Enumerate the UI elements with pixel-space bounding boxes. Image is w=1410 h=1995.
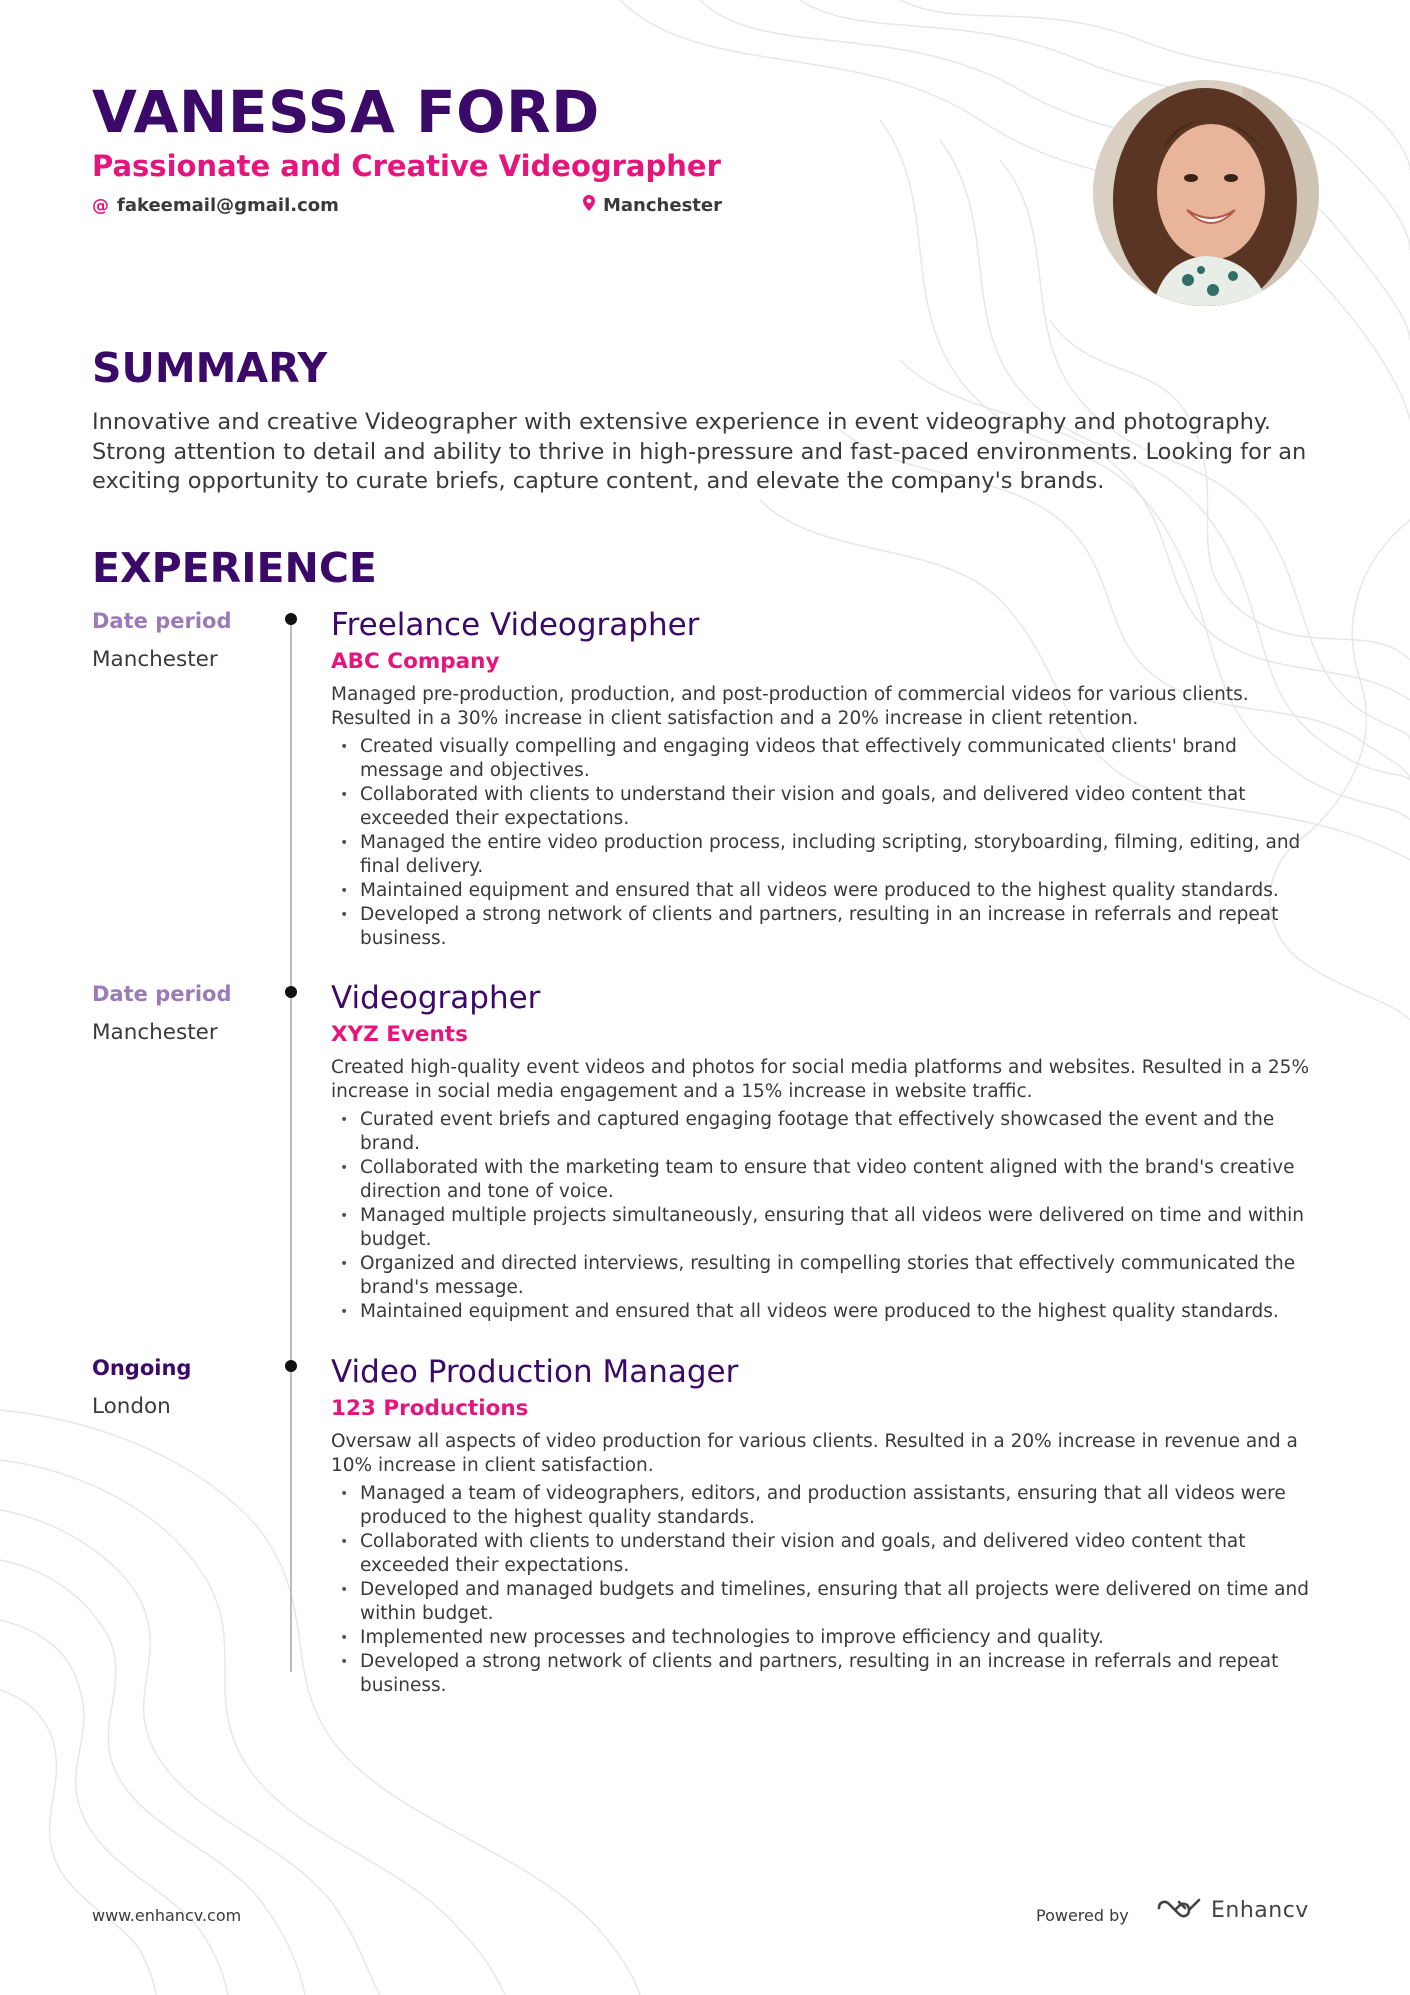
bullet-item: • Managed multiple projects simultaneously, ensuring that all videos were delivered on time and within budget. xyxy=(340,1205,1305,1250)
candidate-tagline: Passionate and Creative Videographer xyxy=(92,149,721,183)
bullet-item: • Collaborated with clients to understand their vision and goals, and delivered video content that exceeded their expectations. xyxy=(340,1531,1246,1576)
experience-entry xyxy=(331,1352,1321,1698)
location-text: Manchester xyxy=(603,195,722,216)
job-location: London xyxy=(92,1394,171,1419)
experience-entry xyxy=(331,605,1321,951)
timeline-line xyxy=(290,622,292,1672)
experience-entry xyxy=(331,978,1321,1324)
location-contact xyxy=(583,194,722,218)
company-name: XYZ Events xyxy=(331,1022,468,1047)
location-pin-icon xyxy=(583,194,595,218)
timeline-dot xyxy=(285,613,297,625)
summary-heading: SUMMARY xyxy=(92,344,328,392)
at-sign-icon: @ xyxy=(92,196,109,216)
timeline-dot xyxy=(285,986,297,998)
bullet-item: • Maintained equipment and ensured that all videos were produced to the highest quality standards. xyxy=(340,1301,1279,1322)
profile-photo xyxy=(1093,80,1319,306)
job-description: Created high-quality event videos and photos for social media platforms and websites. Resulted in a 25% increase in social media engagement and a 15% increase in website traffic. xyxy=(331,1057,1310,1102)
timeline-dot xyxy=(285,1360,297,1372)
experience-heading: EXPERIENCE xyxy=(92,544,377,592)
enhancv-brand-link[interactable] xyxy=(1155,1896,1309,1924)
job-date: Date period xyxy=(92,982,232,1006)
job-bullets xyxy=(331,1482,1321,1698)
bullet-item: • Managed a team of videographers, editors, and production assistants, ensuring that all videos were produced to the highest quality standards. xyxy=(340,1483,1286,1528)
job-description: Oversaw all aspects of video production for various clients. Resulted in a 20% increase in revenue and a 10% increase in client satisfaction. xyxy=(331,1431,1298,1476)
bullet-item: • Curated event briefs and captured engaging footage that effectively showcased the event and the brand. xyxy=(340,1109,1275,1154)
summary-text: Innovative and creative Videographer with extensive experience in event videography and photography. Strong attention to detail and ability to thrive in high-pressure and fast-paced environments. Looking for an exciting opportunity to curate briefs, capture content, and elevate the company's brands. xyxy=(92,409,1307,494)
email-contact[interactable] xyxy=(92,194,339,218)
enhancv-brand-name: Enhancv xyxy=(1211,1897,1309,1923)
job-location: Manchester xyxy=(92,647,218,672)
company-name: 123 Productions xyxy=(331,1396,529,1421)
job-date: Date period xyxy=(92,609,232,633)
job-title: Freelance Videographer xyxy=(331,607,700,643)
job-date: Ongoing xyxy=(92,1356,192,1380)
job-description: Managed pre-production, production, and post-production of commercial videos for various clients. Resulted in a 30% increase in client satisfaction and a 20% increase in client retention. xyxy=(331,684,1249,729)
bullet-item: • Maintained equipment and ensured that all videos were produced to the highest quality standards. xyxy=(340,880,1279,901)
bullet-item: • Developed and managed budgets and timelines, ensuring that all projects were delivered on time and within budget. xyxy=(340,1579,1309,1624)
candidate-name: VANESSA FORD xyxy=(92,78,600,146)
job-title: Video Production Manager xyxy=(331,1354,739,1390)
job-bullets xyxy=(331,735,1321,951)
footer-url-link[interactable]: www.enhancv.com xyxy=(92,1906,242,1925)
bullet-item: • Implemented new processes and technologies to improve efficiency and quality. xyxy=(340,1627,1104,1648)
email-text: fakeemail@gmail.com xyxy=(117,195,339,216)
job-location: Manchester xyxy=(92,1020,218,1045)
bullet-item: • Developed a strong network of clients and partners, resulting in an increase in referrals and repeat business. xyxy=(340,1651,1279,1696)
bullet-item: • Developed a strong network of clients and partners, resulting in an increase in referrals and repeat business. xyxy=(340,904,1279,949)
bullet-item: • Collaborated with clients to understand their vision and goals, and delivered video content that exceeded their expectations. xyxy=(340,784,1246,829)
powered-by-label: Powered by xyxy=(1036,1906,1129,1925)
bullet-item: • Collaborated with the marketing team to ensure that video content aligned with the brand's creative direction and tone of voice. xyxy=(340,1157,1295,1202)
bullet-item: • Organized and directed interviews, resulting in compelling stories that effectively communicated the brand's message. xyxy=(340,1253,1296,1298)
job-bullets xyxy=(331,1108,1321,1324)
company-name: ABC Company xyxy=(331,649,500,674)
enhancv-logo-icon xyxy=(1155,1896,1203,1924)
bullet-item: • Created visually compelling and engaging videos that effectively communicated clients' brand message and objectives. xyxy=(340,736,1237,781)
bullet-item: • Managed the entire video production process, including scripting, storyboarding, filming, editing, and final delivery. xyxy=(340,832,1301,877)
job-title: Videographer xyxy=(331,980,541,1016)
